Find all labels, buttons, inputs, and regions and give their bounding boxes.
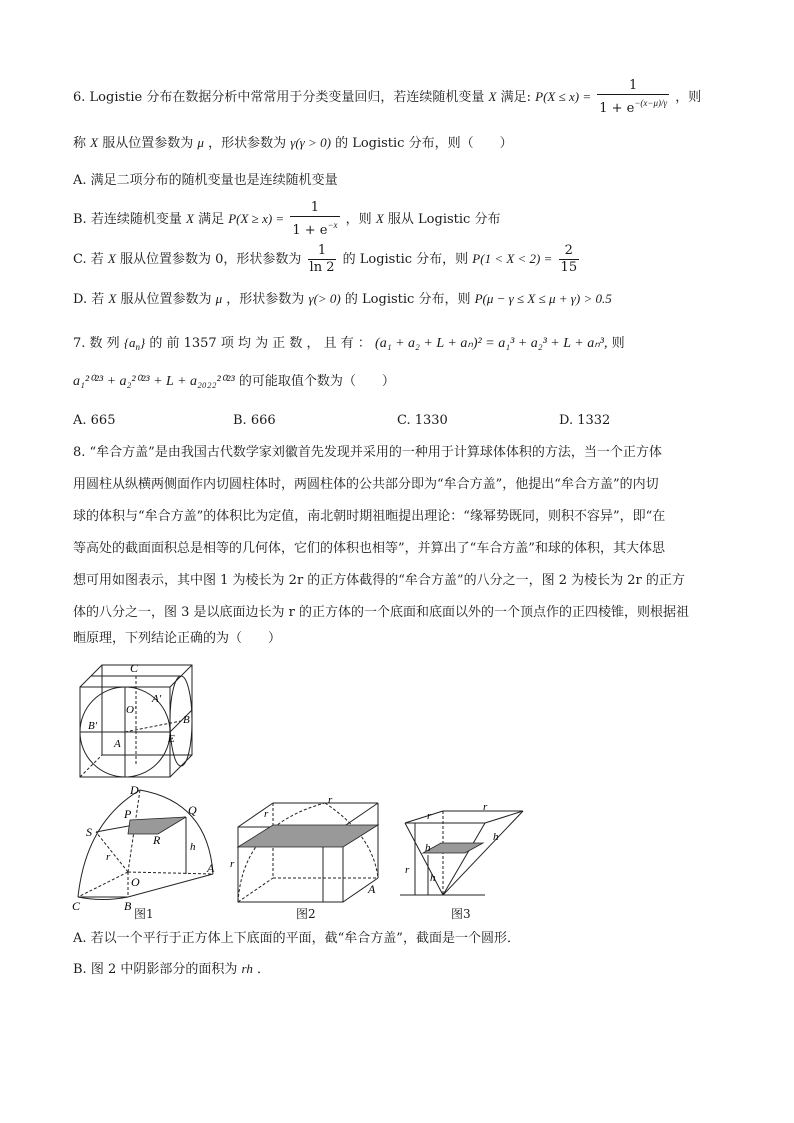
q8-stem-line7: 暅原理，下列结论正确的为（ ） <box>73 631 282 646</box>
formula: P(μ − γ ≤ X ≤ μ + γ) > 0.5 <box>474 291 612 306</box>
option-text: 服从 Logistic 分布 <box>387 212 501 227</box>
frac-numerator: 1 <box>597 78 669 95</box>
label-r: r <box>106 851 111 863</box>
option-text: 的 Logistic 分布，则 <box>344 292 471 307</box>
label-r-top: r <box>328 795 333 806</box>
q6-option-b <box>73 200 500 239</box>
frac-numerator: 1 <box>290 200 339 217</box>
exponent: −(x−μ)/γ <box>634 98 668 108</box>
option-text: 服从位置参数为 0，形状参数为 <box>119 252 302 267</box>
label-r-left: r <box>427 810 432 822</box>
label-h: h <box>190 841 196 853</box>
var-gamma: γ(> 0) <box>308 291 341 306</box>
label-o-prime: O′ <box>126 704 137 716</box>
q6-text: 称 <box>73 136 87 151</box>
sequence-symbol <box>124 335 145 350</box>
q6-option-c <box>73 243 581 276</box>
option-text: B. 若连续随机变量 <box>73 212 182 227</box>
label-b-prime: B′ <box>88 720 98 732</box>
option-text: ． <box>256 962 270 977</box>
frac-denominator <box>290 217 339 239</box>
caption-fig3: 图3 <box>451 907 471 921</box>
option-text: A. 满足二项分布的随机变量也是连续随机变量 <box>73 173 338 188</box>
label-r-left: r <box>264 808 269 820</box>
q7-text: 则 <box>611 336 625 351</box>
q7-text: 的 前 1357 项 均 为 正 数 ， 且 有 ： <box>149 336 371 351</box>
label-p: P <box>124 807 132 821</box>
q7-option-a: A. 665 <box>73 413 116 428</box>
label-a: A <box>207 861 215 875</box>
option-text: B. 图 2 中阴影部分的面积为 <box>73 962 238 977</box>
label-a: A <box>114 738 121 750</box>
q6-option-d <box>73 290 612 309</box>
q6-text: 的 Logistic 分布，则（ ） <box>335 136 513 151</box>
q7-text: 的可能取值个数为（ ） <box>238 374 395 389</box>
label-r-upper: R <box>153 833 161 847</box>
var-x: X <box>108 291 117 306</box>
q8-stem-line5: 想可用如图表示，其中图 1 为棱长为 2r 的正方体截得的“牟合方盖”的八分之一，图 2 为棱长为 2r 的正方 <box>73 573 685 588</box>
var-x: X <box>107 251 116 266</box>
caption-fig1: 图1 <box>134 907 154 921</box>
caption-fig2: 图2 <box>296 907 316 921</box>
frac-denominator <box>597 95 669 117</box>
exponent: −x <box>327 220 338 230</box>
var-gamma: γ(γ > 0) <box>290 135 331 150</box>
label-r-side: r <box>230 858 235 870</box>
formula-lhs: P(1 < X < 2) = <box>472 251 553 266</box>
label-o: O <box>131 875 140 889</box>
label-r-side: r <box>405 864 410 876</box>
option-text: 满足 <box>198 212 225 227</box>
label-h-low: h <box>430 872 436 884</box>
q8-stem-line1: 8. “牟合方盖”是由我国古代数学家刘徽首先发现并采用的一种用于计算球体体积的方法，当一个正方体 <box>73 445 662 460</box>
label-c: C <box>130 661 139 675</box>
formula: rh <box>241 961 253 976</box>
frac-denominator: 15 <box>560 260 578 275</box>
label-r-top: r <box>483 805 488 813</box>
fig1-shaded-section <box>128 817 186 834</box>
q7-option-c: C. 1330 <box>397 413 448 428</box>
figure-cube-cylinders <box>70 655 210 783</box>
label-h-right: h <box>493 831 499 843</box>
figure-1 <box>68 782 228 922</box>
option-text: ，则 <box>345 212 372 227</box>
q6-text: 服从位置参数为 <box>102 136 194 151</box>
q6-text: ，形状参数为 <box>208 136 287 151</box>
label-a: A <box>368 882 376 896</box>
formula-lhs: P(X ≤ x) = <box>535 89 592 104</box>
frac-numerator: 1 <box>308 243 337 260</box>
label-e: E <box>168 733 175 745</box>
q8-option-a: A. 若以一个平行于正方体上下底面的平面，截“牟合方盖”，截面是一个圆形． <box>73 931 520 946</box>
q6-stem-line1 <box>73 78 701 117</box>
q7-option-b: B. 666 <box>233 413 276 428</box>
label-s: S <box>86 825 92 839</box>
label-b: B <box>183 714 190 726</box>
option-text: C. 若 <box>73 252 104 267</box>
q7-stem-line1 <box>73 334 723 356</box>
q6-text: 6. Logistie 分布在数据分析中常常用于分类变量回归，若连续随机变量 <box>73 90 485 105</box>
formula-lhs: P(X ≥ x) = <box>228 211 285 226</box>
q8-stem-line4: 等高处的截面面积总是相等的几何体，它们的体积也相等”，并算出了“车合方盖”和球的体积，其大体思 <box>73 541 665 556</box>
option-text: 服从位置参数为 <box>120 292 212 307</box>
seq-end: } <box>140 335 146 350</box>
q8-stem-line6: 体的八分之一，图 3 是以底面边长为 r 的正方体的一个底面和底面以外的一个顶点作的正四棱锥，则根据祖 <box>73 605 690 620</box>
label-b: B <box>124 899 132 913</box>
label-q: Q <box>188 803 197 817</box>
q8-stem-line3: 球的体积与“牟合方盖”的体积比为定值，南北朝时期祖暅提出理论：“缘幂势既同，则积不容异”，即“在 <box>73 509 666 524</box>
var-x: X <box>90 135 99 150</box>
formula-fraction <box>308 243 337 276</box>
var-mu: μ <box>215 291 223 306</box>
var-x: X <box>488 89 497 104</box>
formula-fraction <box>290 200 339 239</box>
q6-text: 满足: <box>500 90 531 105</box>
q8-option-b <box>73 960 270 979</box>
label-h-mid: h <box>425 842 431 854</box>
label-d: D <box>130 783 139 797</box>
var-x: X <box>375 211 384 226</box>
q7-option-d: D. 1332 <box>559 413 611 428</box>
seq-sub: n <box>135 342 141 352</box>
den-text: 1 + e <box>599 101 635 116</box>
option-text: ，形状参数为 <box>226 292 305 307</box>
formula: a₁²⁰²³ + a₂²⁰²³ + L + a₂₀₂₂²⁰²³ <box>73 374 235 389</box>
fig2-shaded-section <box>238 825 378 847</box>
fig3-shaded-section <box>423 843 483 853</box>
q8-stem-line2: 用圆柱从纵横两侧面作内切圆柱体时，两圆柱体的公共部分即为“牟合方盖”，他提出“牟合方盖”的内切 <box>73 477 659 492</box>
q7-stem-line2 <box>73 373 395 391</box>
var-mu: μ <box>197 135 204 150</box>
q6-text: ，则 <box>675 90 702 105</box>
formula-fraction <box>597 78 669 117</box>
figure-3 <box>395 805 535 905</box>
var-x: X <box>185 211 194 226</box>
seq-a: {a <box>123 335 136 350</box>
q7-text: 7. 数 列 <box>73 336 120 351</box>
option-text: 的 Logistic 分布，则 <box>342 252 469 267</box>
label-a-prime: A′ <box>152 693 162 705</box>
option-text: D. 若 <box>73 292 105 307</box>
q6-stem-line2 <box>73 134 513 153</box>
frac-denominator: ln 2 <box>309 260 335 275</box>
q6-option-a <box>73 172 338 190</box>
formula: (a₁ + a₂ + L + aₙ)² = a₁³ + a₂³ + L + aₙ³, <box>375 336 608 351</box>
den-text: 1 + e <box>292 223 328 238</box>
frac-numerator: 2 <box>559 243 580 260</box>
figure-2 <box>228 795 388 910</box>
formula-fraction <box>559 243 580 276</box>
label-c: C <box>72 899 81 913</box>
